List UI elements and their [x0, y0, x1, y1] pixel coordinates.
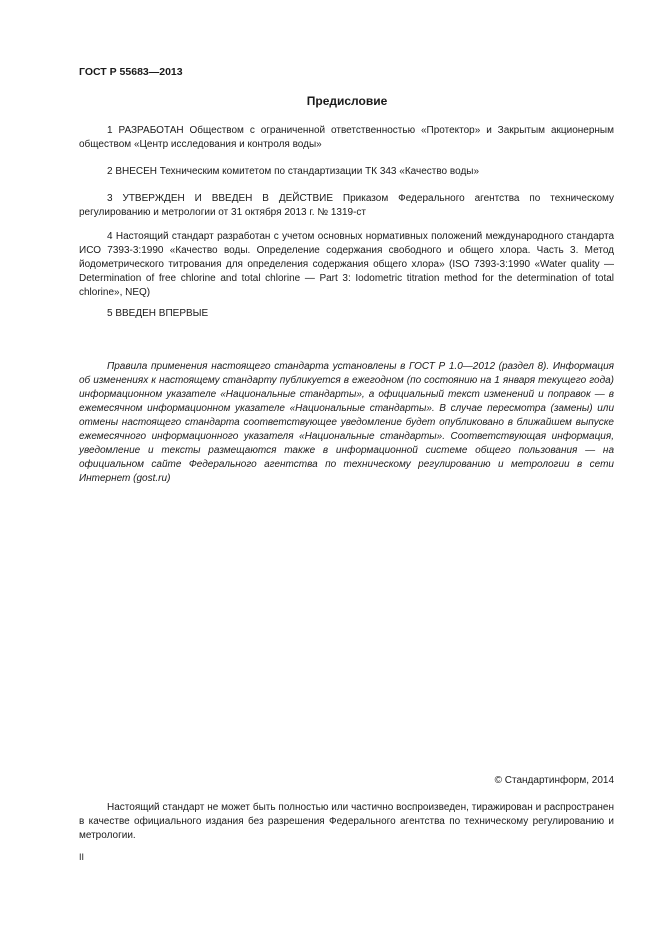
page-title: Предисловие: [306, 94, 388, 108]
usage-notice: Правила применения настоящего стандарта установлены в ГОСТ Р 1.0—2012 (раздел 8). Информация об изменениях к настоящему стандарту публикуется в ежегодном (по состоянию на 1 января текущего года) информационном указателе «Национальные стандарты», а официальный текст изменений и поправок — в ежемесячном информационном указателе «Национальные стандарты». В случае пересмотра (замены) или отмены настоящего стандарта соответствующее уведомление будет опубликовано в ближайшем выпуске ежемесячного информационного указателя «Национальные стандарты». Соответствующая информация, уведомление и тексты размещаются также в информационной системе общего пользования — на официальном сайте Федерального агентства по техническому регулированию и метрологии в сети Интернет (gost.ru): [79, 361, 614, 484]
foreword-item-3: 3 УТВЕРЖДЕН И ВВЕДЕН В ДЕЙСТВИЕ Приказом Федерального агентства по техническому регулированию и метрологии от 31 октября 2013 г. № 1319-ст: [79, 193, 614, 218]
foreword-item-5: 5 ВВЕДЕН ВПЕРВЫЕ: [107, 308, 209, 319]
page-number: II: [79, 852, 85, 862]
copyright-notice: © Стандартинформ, 2014: [494, 775, 614, 786]
reproduction-notice: Настоящий стандарт не может быть полностью или частично воспроизведен, тиражирован и распространен в качестве официального издания без разрешения Федерального агентства по техническому регулированию и метрологии.: [79, 802, 614, 841]
foreword-item-1: 1 РАЗРАБОТАН Обществом с ограниченной ответственностью «Протектор» и Закрытым акционерным обществом «Центр исследования и контроля воды»: [79, 125, 614, 150]
document-number: ГОСТ Р 55683—2013: [79, 66, 183, 78]
foreword-item-4: 4 Настоящий стандарт разработан с учетом основных нормативных положений международного стандарта ИСО 7393-3:1990 «Качество воды. Определение содержания свободного и общего хлора. Часть 3. Метод йодометрического титрования для определения содержания общего хлора» (ISO 7393-3:1990 «Water quality — Determination of free chlorine and total chlorine — Part 3: Iodometric titration method for the determination of total chlorine», NEQ): [79, 231, 614, 298]
foreword-item-2: 2 ВНЕСЕН Техническим комитетом по стандартизации ТК 343 «Качество воды»: [107, 166, 480, 177]
